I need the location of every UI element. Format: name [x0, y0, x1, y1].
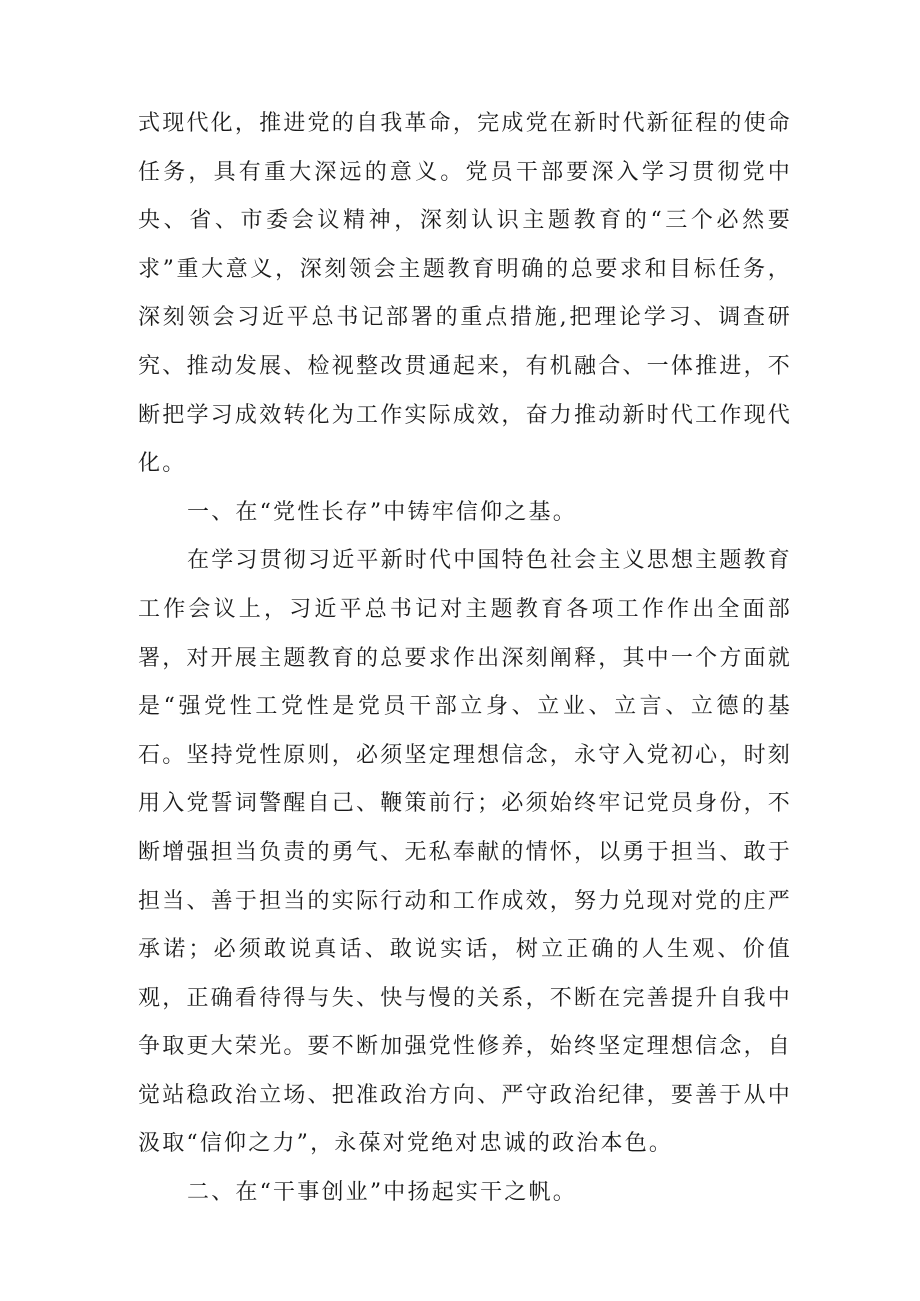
- section-heading-1: 一、在“党性长存”中铸牢信仰之基。: [187, 499, 577, 525]
- document-body: [138, 100, 792, 1218]
- paragraph-continuation: 式现代化，推进党的自我革命，完成党在新时代新征程的使命任务，具有重大深远的意义。党员干部要深入学习贯彻党中央、省、市委会议精神，深刻认识主题教育的“三个必然要求”重大意义，深刻领会主题教育明确的总要求和目标任务，深刻领会习近平总书记部署的重点措施,把理论学习、调查研究、推动发展、检视整改贯通起来，有机融合、一体推进，不断把学习成效转化为工作实际成效，奋力推动新时代工作现代化。: [138, 111, 792, 477]
- paragraph-body: 在学习贯彻习近平新时代中国特色社会主义思想主题教育工作会议上，习近平总书记对主题教育各项工作作出全面部署，对开展主题教育的总要求作出深刻阐释，其中一个方面就是“强党性工党性是党员干部立身、立业、立言、立德的基石。坚持党性原则，必须坚定理想信念，永守入党初心，时刻用入党誓词警醒自己、鞭策前行；必须始终牢记党员身份，不断增强担当负责的勇气、无私奉献的情怀，以勇于担当、敢于担当、善于担当的实际行动和工作成效，努力兑现对党的庄严承诺；必须敢说真话、敢说实话，树立正确的人生观、价值观，正确看待得与失、快与慢的关系，不断在完善提升自我中争取更大荣光。要不断加强党性修养，始终坚定理想信念，自觉站稳政治立场、把准政治方向、严守政治纪律，要善于从中汲取“信仰之力”，永葆对党绝对忠诚的政治本色。: [138, 548, 793, 1157]
- section-heading-2: 二、在“干事创业”中扬起实干之帆。: [187, 1180, 577, 1206]
